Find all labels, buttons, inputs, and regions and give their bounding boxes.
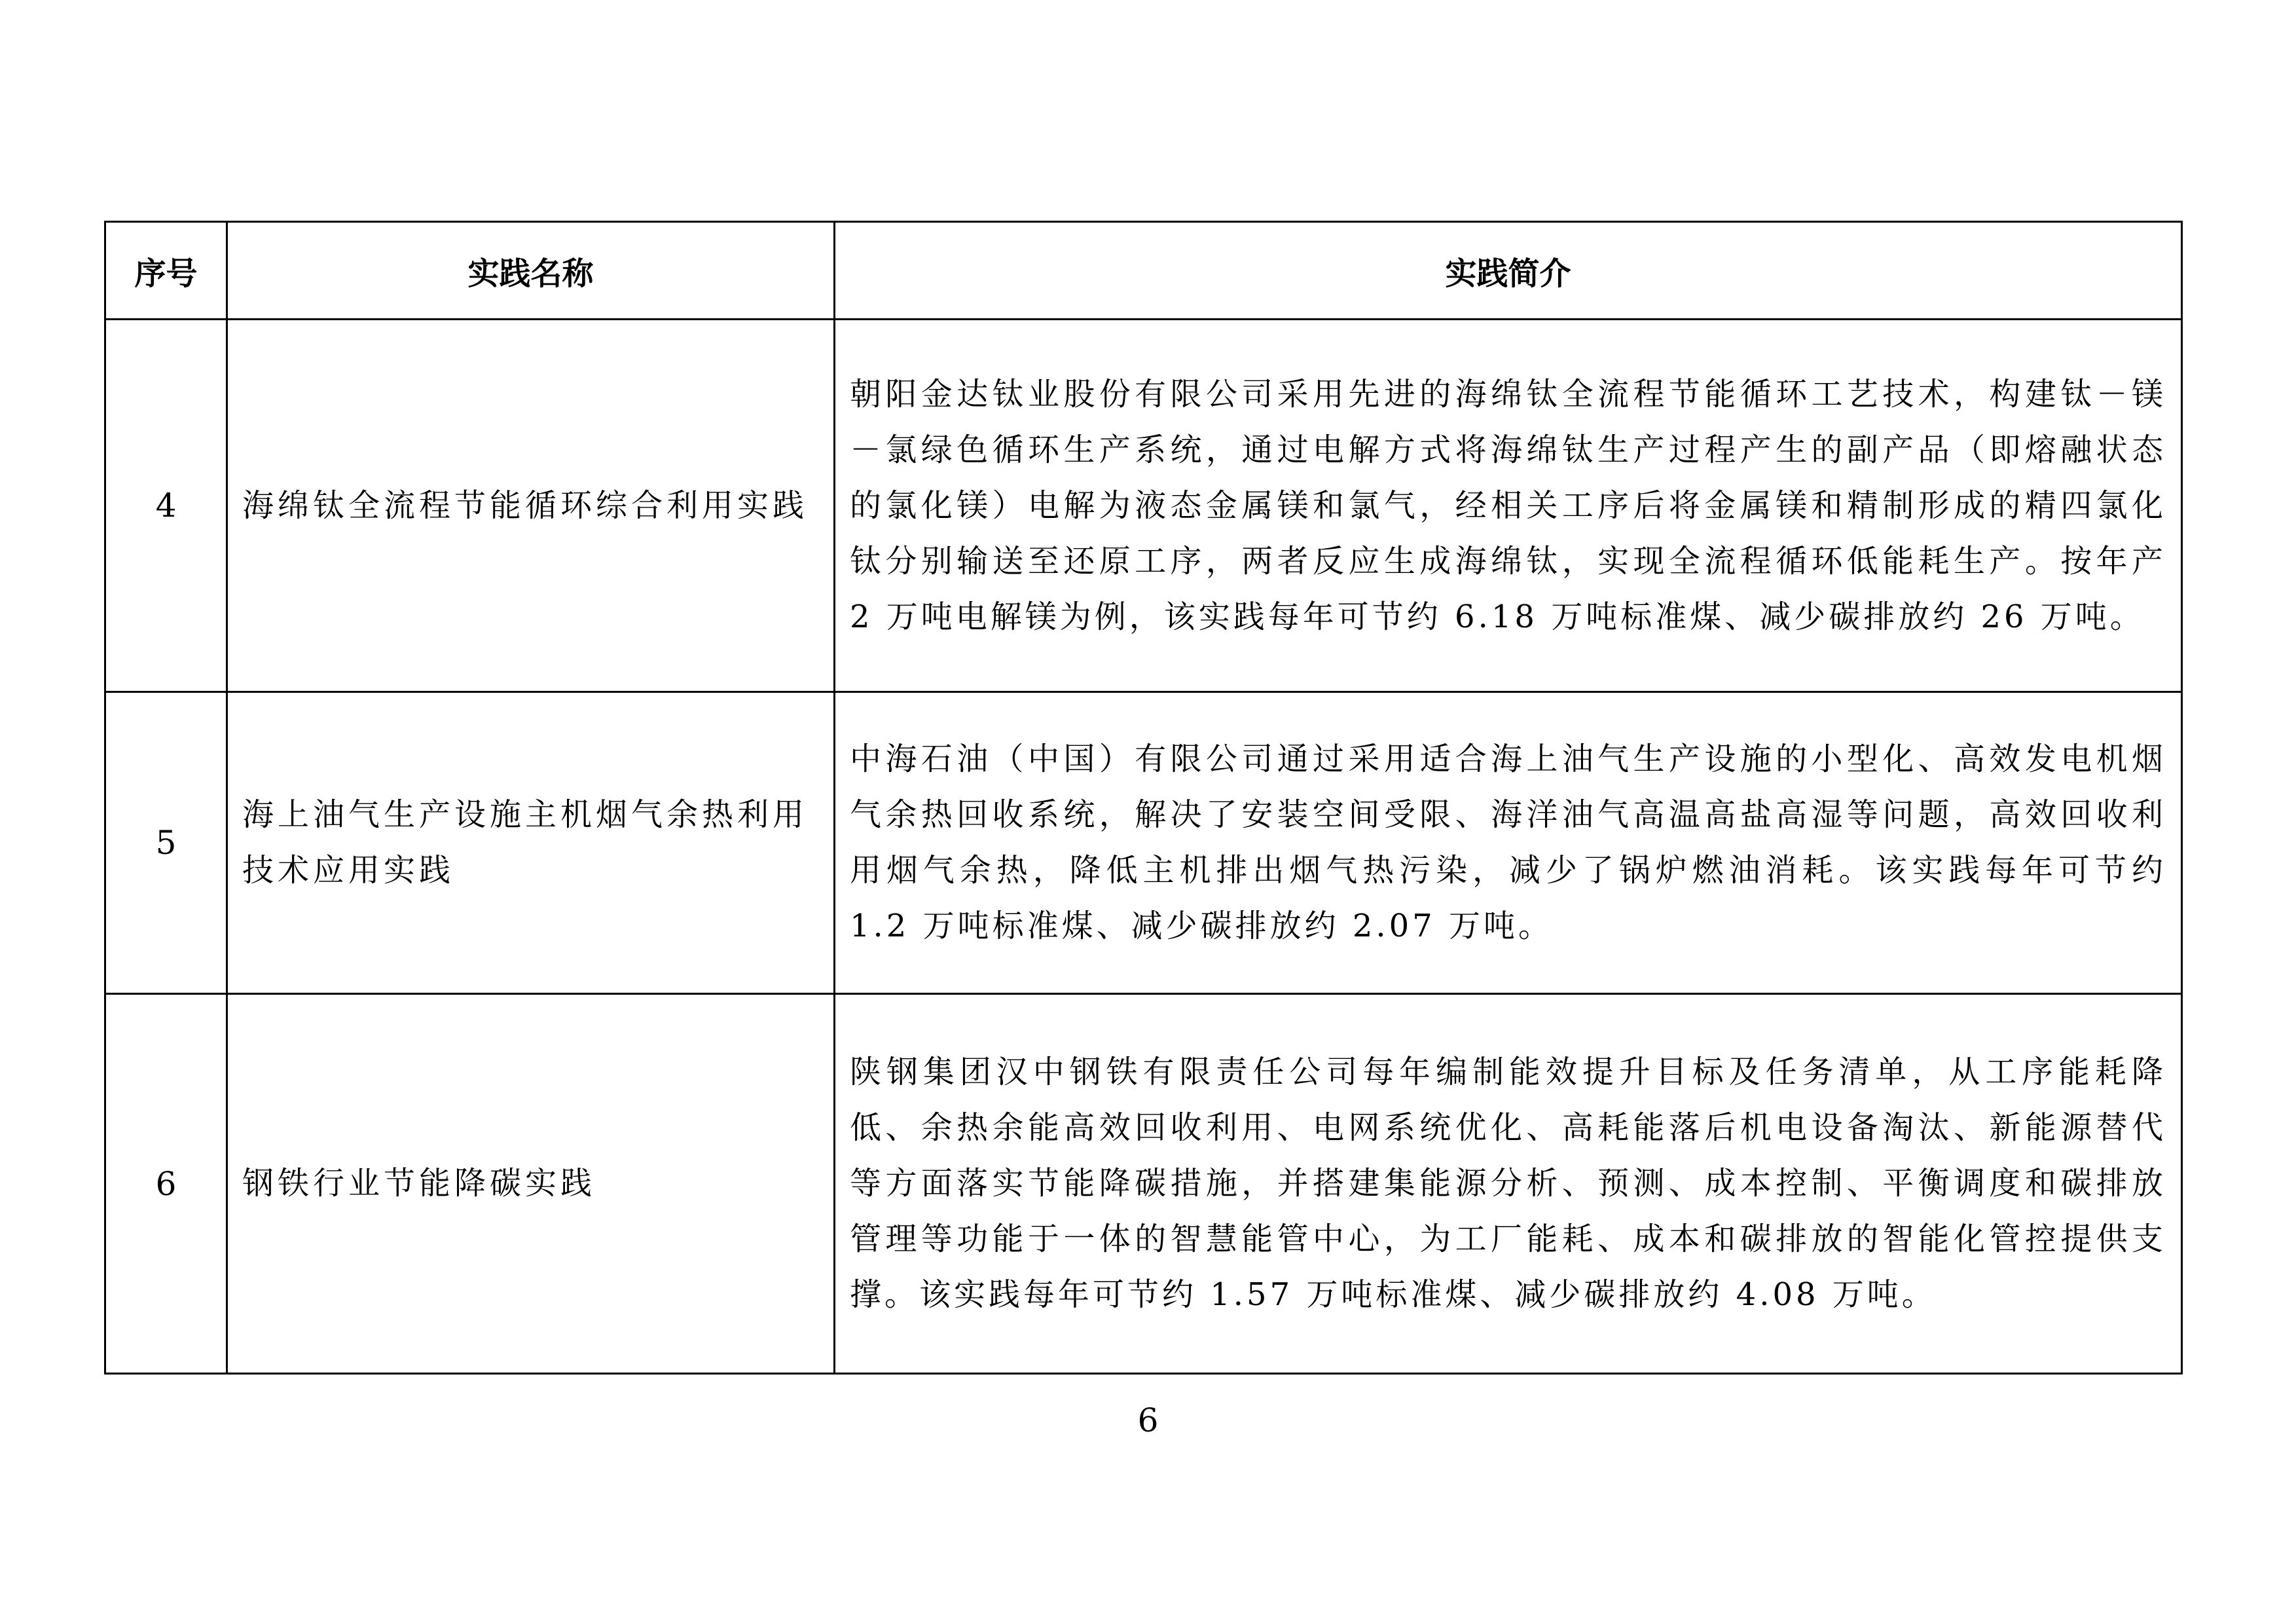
row-serial-number: 5 [105, 692, 227, 994]
table-row [105, 692, 2182, 994]
table-header-row [105, 222, 2182, 320]
table-row [105, 320, 2182, 692]
row-serial-number: 4 [105, 320, 227, 692]
page-number: 6 [1137, 1401, 1159, 1439]
row-practice-description: 陕钢集团汉中钢铁有限责任公司每年编制能效提升目标及任务清单，从工序能耗降低、余热余能高效回收利用、电网系统优化、高耗能落后机电设备淘汰、新能源替代等方面落实节能降碳措施，并搭建集能源分析、预测、成本控制、平衡调度和碳排放管理等功能于一体的智慧能管中心，为工厂能耗、成本和碳排放的智能化管控提供支撑。该实践每年可节约 1.57 万吨标准煤、减少碳排放约 4.08 万吨。 [835, 994, 2182, 1374]
practice-table [104, 221, 2183, 1375]
row-practice-name: 海绵钛全流程节能循环综合利用实践 [227, 320, 835, 692]
header-practice-name: 实践名称 [227, 222, 835, 320]
header-practice-description: 实践简介 [835, 222, 2182, 320]
row-serial-number: 6 [105, 994, 227, 1374]
row-practice-description: 中海石油（中国）有限公司通过采用适合海上油气生产设施的小型化、高效发电机烟气余热回收系统，解决了安装空间受限、海洋油气高温高盐高湿等问题，高效回收利用烟气余热，降低主机排出烟气热污染，减少了锅炉燃油消耗。该实践每年可节约 1.2 万吨标准煤、减少碳排放约 2.07 万吨。 [835, 692, 2182, 994]
row-practice-name: 海上油气生产设施主机烟气余热利用技术应用实践 [227, 692, 835, 994]
header-serial-number: 序号 [105, 222, 227, 320]
row-practice-name: 钢铁行业节能降碳实践 [227, 994, 835, 1374]
table-row [105, 994, 2182, 1374]
row-practice-description: 朝阳金达钛业股份有限公司采用先进的海绵钛全流程节能循环工艺技术，构建钛－镁－氯绿色循环生产系统，通过电解方式将海绵钛生产过程产生的副产品（即熔融状态的氯化镁）电解为液态金属镁和氯气，经相关工序后将金属镁和精制形成的精四氯化钛分别输送至还原工序，两者反应生成海绵钛，实现全流程循环低能耗生产。按年产 2 万吨电解镁为例，该实践每年可节约 6.18 万吨标准煤、减少碳排放约 26 万吨。 [835, 320, 2182, 692]
